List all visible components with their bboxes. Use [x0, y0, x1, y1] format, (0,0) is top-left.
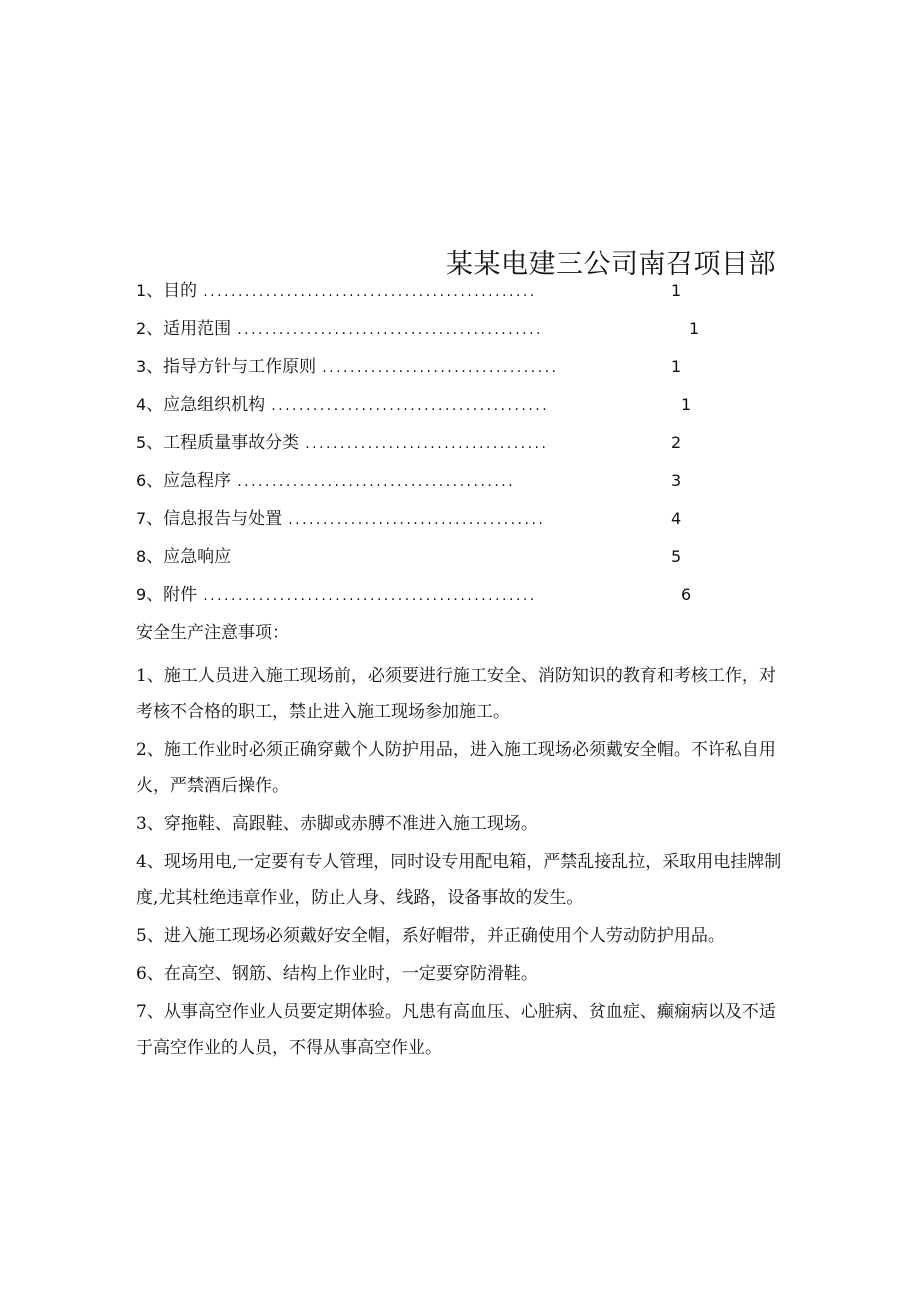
safety-note: 1、施工人员进入施工现场前，必须要进行施工安全、消防知识的教育和考核工作，对考核不合格的职工，禁止进入施工现场参加施工。: [136, 666, 776, 722]
toc-item-number: 9: [136, 585, 147, 604]
toc-item-label: 、应急响应: [146, 547, 232, 567]
toc-item: [136, 278, 716, 316]
toc-item-number: 5: [136, 433, 147, 452]
toc-item-number: 2: [136, 319, 147, 338]
safety-note: 7、从事高空作业人员要定期体验。凡患有高血压、心脏病、贫血症、癫痫病以及不适于高空作业的人员，不得从事高空作业。: [136, 1002, 776, 1058]
toc-item-number: 8: [136, 547, 147, 566]
toc-page-number: 1: [671, 357, 682, 376]
toc-leader-dots: ........................................: [237, 474, 516, 490]
toc-item: [136, 506, 716, 544]
toc-page-number: 3: [671, 471, 682, 490]
organization-title: 某某电建三公司南召项目部: [446, 249, 776, 280]
toc-leader-dots: ..................................: [322, 360, 559, 376]
toc-item-label: 、应急程序: [146, 471, 232, 491]
toc-item-label: 、工程质量事故分类: [146, 433, 300, 453]
toc-item: [136, 430, 716, 468]
safety-note: 3、穿拖鞋、高跟鞋、赤脚或赤膊不准进入施工现场。: [136, 814, 538, 834]
safety-notes: [136, 620, 786, 1068]
toc-item-label: 、信息报告与处置: [146, 509, 283, 529]
toc-page-number: 5: [671, 547, 682, 566]
toc-item-label: 、适用范围: [146, 319, 232, 339]
toc-leader-dots: ................................................: [203, 588, 537, 604]
toc-item-label: 、应急组织机构: [146, 395, 266, 415]
toc-page-number: 1: [689, 319, 700, 338]
toc-item: [136, 354, 716, 392]
toc-item-number: 4: [136, 395, 147, 414]
safety-note: 2、施工作业时必须正确穿戴个人防护用品，进入施工现场必须戴安全帽。不许私自用火，严禁酒后操作。: [136, 740, 776, 796]
safety-note: 4、现场用电,一定要有专人管理，同时设专用配电箱，严禁乱接乱拉，采取用电挂牌制度,尤其杜绝违章作业，防止人身、线路，设备事故的发生。: [136, 852, 782, 908]
toc-item-number: 3: [136, 357, 147, 376]
toc-leader-dots: ............................................: [237, 322, 543, 338]
toc-item: [136, 316, 716, 354]
safety-note: 5、进入施工现场必须戴好安全帽，系好帽带，并正确使用个人劳动防护用品。: [136, 926, 725, 946]
toc-item-number: 7: [136, 509, 147, 528]
safety-notes-heading: 安全生产注意事项：: [136, 623, 289, 643]
toc-page-number: 4: [671, 509, 682, 528]
toc-item-label: 、附件: [146, 585, 198, 605]
toc-leader-dots: .....................................: [288, 512, 546, 528]
toc-item-label: 、指导方针与工作原则: [146, 357, 317, 377]
toc-page-number: 6: [681, 585, 692, 604]
safety-note: 6、在高空、钢筋、结构上作业时，一定要穿防滑鞋。: [136, 964, 538, 984]
toc-leader-dots: ........................................: [271, 398, 550, 414]
toc-leader-dots: ................................................: [203, 284, 537, 300]
toc-page-number: 1: [681, 395, 692, 414]
toc-item-label: 、目的: [146, 281, 198, 301]
toc-item: [136, 582, 716, 620]
toc-item-number: 6: [136, 471, 147, 490]
toc-page-number: 2: [671, 433, 682, 452]
toc-page-number: 1: [671, 281, 682, 300]
toc-item: [136, 468, 716, 506]
toc-leader-dots: ...................................: [305, 436, 549, 452]
toc-item-number: 1: [136, 281, 147, 300]
toc-item: [136, 544, 716, 582]
toc-item: [136, 392, 716, 430]
table-of-contents: [136, 278, 716, 620]
